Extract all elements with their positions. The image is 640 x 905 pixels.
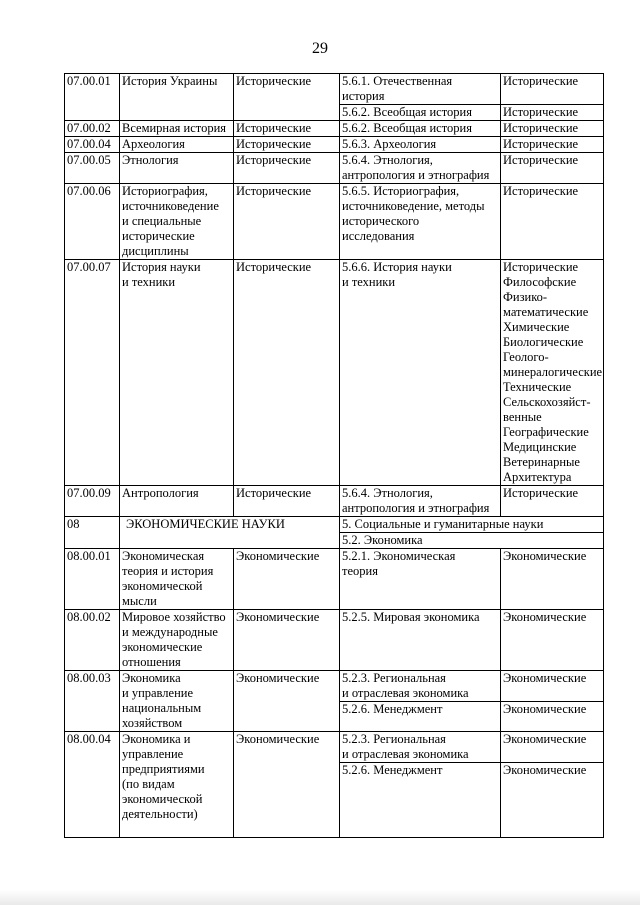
old-name-cell: Экономика и управление предприятиями (по видам экономической деятельности) [120,732,234,838]
table-row [65,610,604,671]
specialties-table [64,73,604,838]
science-field-cell: Исторические [501,153,604,184]
branch-cell: Исторические [234,486,340,517]
new-specialty-cell: 5.6.1. Отечественная история [340,74,501,105]
new-specialty-cell: 5.6.2. Всеобщая история [340,121,501,137]
new-specialty-cell: 5.2.1. Экономическая теория [340,549,501,610]
branch-cell: Исторические [234,153,340,184]
group-title: ЭКОНОМИЧЕСКИЕ НАУКИ [120,517,340,549]
old-code-cell: 07.00.02 [65,121,120,137]
new-specialty-cell: 5.2.6. Менеджмент [340,763,501,838]
old-code-cell: 07.00.01 [65,74,120,121]
science-field-cell: Экономические [501,549,604,610]
old-name-cell: Всемирная история [120,121,234,137]
table-row [65,671,604,702]
old-name-cell: Археология [120,137,234,153]
old-code-cell: 08.00.02 [65,610,120,671]
old-name-cell: Историография, источниковедение и специальные исторические дисциплины [120,184,234,260]
table-row [65,549,604,610]
new-specialty-cell: 5.6.4. Этнология, антропология и этнография [340,486,501,517]
old-name-cell: Мировое хозяйство и международные экономические отношения [120,610,234,671]
old-code-cell: 07.00.07 [65,260,120,486]
science-field-cell: Исторические [501,74,604,105]
old-name-cell: Экономическая теория и история экономической мысли [120,549,234,610]
science-field-cell: Исторические Философские Физико- математические Химические Биологические Геолого- минералогические Технические Сельскохозяйст- венные Географические Медицинские Ветеринарные Архитектура [501,260,604,486]
new-specialty-cell: 5.2.5. Мировая экономика [340,610,501,671]
old-code-cell: 08.00.04 [65,732,120,838]
new-specialty-cell: 5.6.4. Этнология, антропология и этнография [340,153,501,184]
group-code: 08 [65,517,120,549]
science-field-cell: Исторические [501,121,604,137]
table-row [65,153,604,184]
old-name-cell: Этнология [120,153,234,184]
table-row-group [65,517,604,533]
table-row [65,74,604,105]
branch-cell: Исторические [234,184,340,260]
old-code-cell: 07.00.06 [65,184,120,260]
old-code-cell: 07.00.04 [65,137,120,153]
table-body [65,74,604,838]
old-code-cell: 07.00.05 [65,153,120,184]
old-name-cell: История Украины [120,74,234,121]
page-number: 29 [312,40,328,57]
old-code-cell: 08.00.03 [65,671,120,732]
old-name-cell: История науки и техники [120,260,234,486]
new-specialty-cell: 5.2.3. Региональная и отраслевая экономика [340,671,501,702]
old-name-cell: Экономика и управление национальным хозяйством [120,671,234,732]
table-row [65,732,604,763]
science-field-cell: Экономические [501,702,604,732]
science-field-cell: Экономические [501,763,604,838]
branch-cell: Исторические [234,137,340,153]
group-line: 5. Социальные и гуманитарные науки [340,517,604,533]
table-row [65,184,604,260]
branch-cell: Экономические [234,732,340,838]
new-specialty-cell: 5.2.3. Региональная и отраслевая экономика [340,732,501,763]
old-name-cell: Антропология [120,486,234,517]
science-field-cell: Исторические [501,105,604,121]
table-row [65,260,604,486]
scan-edge [0,890,640,905]
table-row [65,137,604,153]
table-row [65,121,604,137]
branch-cell: Исторические [234,121,340,137]
science-field-cell: Исторические [501,137,604,153]
new-specialty-cell: 5.6.2. Всеобщая история [340,105,501,121]
science-field-cell: Исторические [501,184,604,260]
branch-cell: Исторические [234,74,340,121]
science-field-cell: Экономические [501,610,604,671]
new-specialty-cell: 5.6.6. История науки и техники [340,260,501,486]
branch-cell: Экономические [234,610,340,671]
science-field-cell: Экономические [501,671,604,702]
new-specialty-cell: 5.6.3. Археология [340,137,501,153]
science-field-cell: Исторические [501,486,604,517]
science-field-cell: Экономические [501,732,604,763]
new-specialty-cell: 5.2.6. Менеджмент [340,702,501,732]
group-line: 5.2. Экономика [340,533,604,549]
table-row [65,486,604,517]
old-code-cell: 08.00.01 [65,549,120,610]
new-specialty-cell: 5.6.5. Историография, источниковедение, методы исторического исследования [340,184,501,260]
branch-cell: Экономические [234,549,340,610]
branch-cell: Исторические [234,260,340,486]
old-code-cell: 07.00.09 [65,486,120,517]
branch-cell: Экономические [234,671,340,732]
